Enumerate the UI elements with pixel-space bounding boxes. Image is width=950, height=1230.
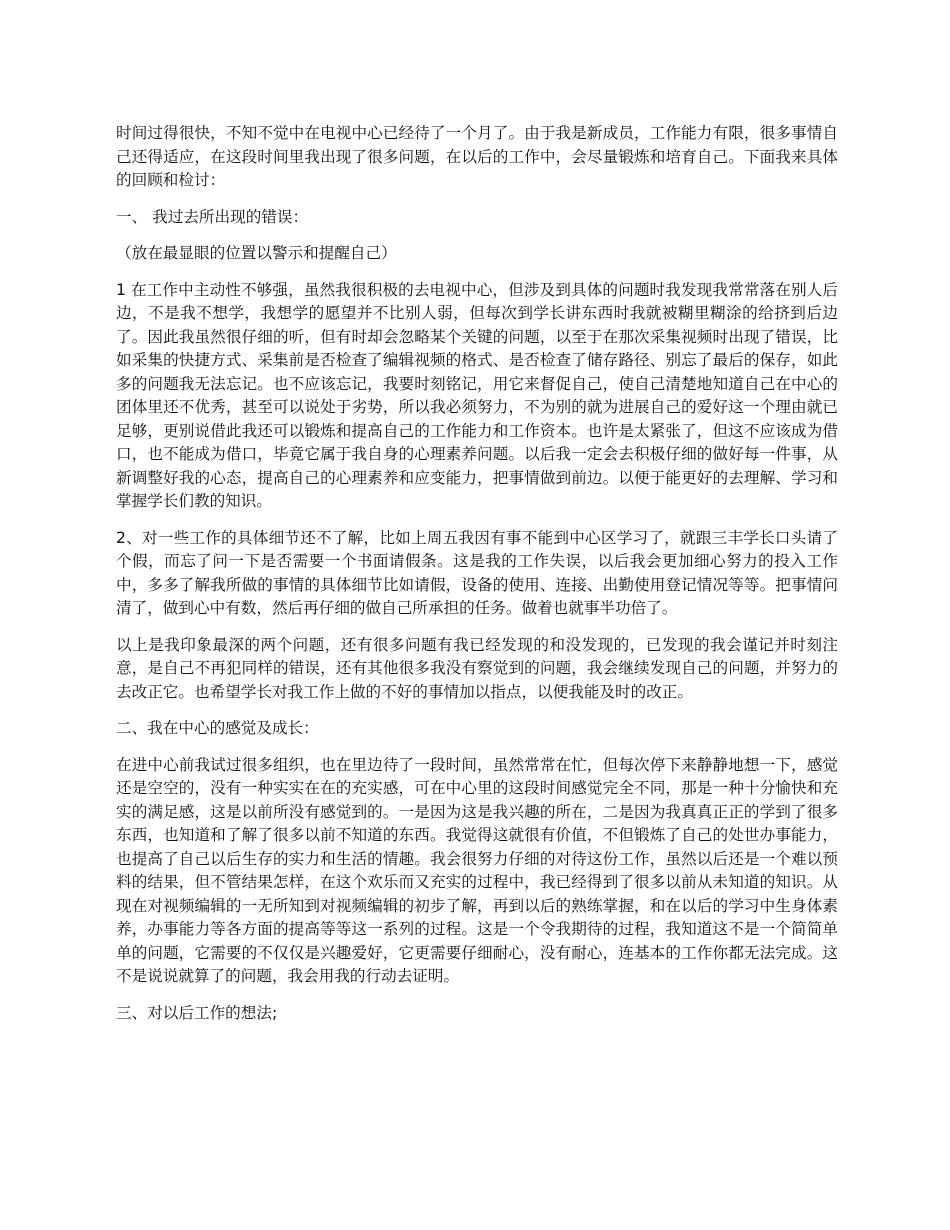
summary-paragraph: 以上是我印象最深的两个问题，还有很多问题有我已经发现的和没发现的，已发现的我会谨记并时刻注意，是自己不再犯同样的错误，还有其他很多我没有察觉到的问题，我会继续发现自己的问题，并努力的去改正它。也希望学长对我工作上做的不好的事情加以指点，以便我能及时的改正。 [116, 635, 838, 701]
section-heading-future: 三、对以后工作的想法; [116, 1003, 278, 1022]
mistake-paragraph-2: 2、对一些工作的具体细节还不了解，比如上周五我因有事不能到中心区学习了，就跟三丰学长口头请了个假，而忘了问一下是否需要一个书面请假条。这是我的工作失误，以后我会更加细心努力的投入工作中，多多了解我所做的事情的具体细节比如请假，设备的使用、连接、出勤使用登记情况等等。把事情问清了，做到心中有数，然后再仔细的做自己所承担的任务。做着也就事半功倍了。 [116, 528, 838, 617]
mistake-paragraph-1: 1 在工作中主动性不够强，虽然我很积极的去电视中心，但涉及到具体的问题时我发现我常常落在别人后边，不是我不想学，我想学的愿望并不比别人弱，但每次到学长讲东西时我就被糊里糊涂的给挤到后边了。因此我虽然很仔细的听，但有时却会忽略某个关键的问题，以至于在那次采集视频时出现了错误，比如采集的快捷方式、采集前是否检查了编辑视频的格式、是否检查了储存路径、别忘了最后的保存，如此多的问题我无法忘记。也不应该忘记，我要时刻铭记，用它来督促自己，使自己清楚地知道自己在中心的团体里还不优秀，甚至可以说处于劣势，所以我必须努力，不为别的就为进展自己的爱好这一个理由就已足够，更别说借此我还可以锻炼和提高自己的工作能力和工作资本。也许是太紧张了，但这不应该成为借口，也不能成为借口，毕竟它属于我自身的心理素养问题。以后我一定会去积极仔细的做好每一件事，从新调整好我的心态，提高自己的心理素养和应变能力，把事情做到前边。以便于能更好的去理解、学习和掌握学长们教的知识。 [116, 280, 838, 510]
section-heading-growth: 二、我在中心的感觉及成长： [116, 719, 319, 737]
section-heading-mistakes: 一、 我过去所出现的错误： [116, 207, 309, 226]
document-body [116, 122, 838, 1038]
section-note: （放在最显眼的位置以警示和提醒自己） [116, 244, 397, 262]
intro-paragraph: 时间过得很快，不知不觉中在电视中心已经待了一个月了。由于我是新成员，工作能力有限，很多事情自己还得适应，在这段时间里我出现了很多问题，在以后的工作中，会尽量锻炼和培育自己。下面我来具体的回顾和检讨： [116, 124, 838, 189]
growth-paragraph: 在进中心前我试过很多组织，也在里边待了一段时间，虽然常常在忙，但每次停下来静静地想一下，感觉还是空空的，没有一种实实在在的充实感，可在中心里的这段时间感觉完全不同，那是一种十分愉快和充实的满足感，这是以前所没有感觉到的。一是因为这是我兴趣的所在，二是因为我真真正正的学到了很多东西，也知道和了解了很多以前不知道的东西。我觉得这就很有价值，不但锻炼了自己的处世办事能力，也提高了自己以后生存的实力和生活的情趣。我会很努力仔细的对待这份工作，虽然以后还是一个难以预料的结果，但不管结果怎样，在这个欢乐而又充实的过程中，我已经得到了很多以前从未知道的知识。从现在对视频编辑的一无所知到对视频编辑的初步了解，再到以后的熟练掌握，和在以后的学习中生身体素养，办事能力等各方面的提高等等这一系列的过程。这是一个令我期待的过程，我知道这不是一个简简单单的问题，它需要的不仅仅是兴趣爱好，它更需要仔细耐心，没有耐心，连基本的工作你都无法完成。这不是说说就算了的问题，我会用我的行动去证明。 [116, 755, 838, 985]
